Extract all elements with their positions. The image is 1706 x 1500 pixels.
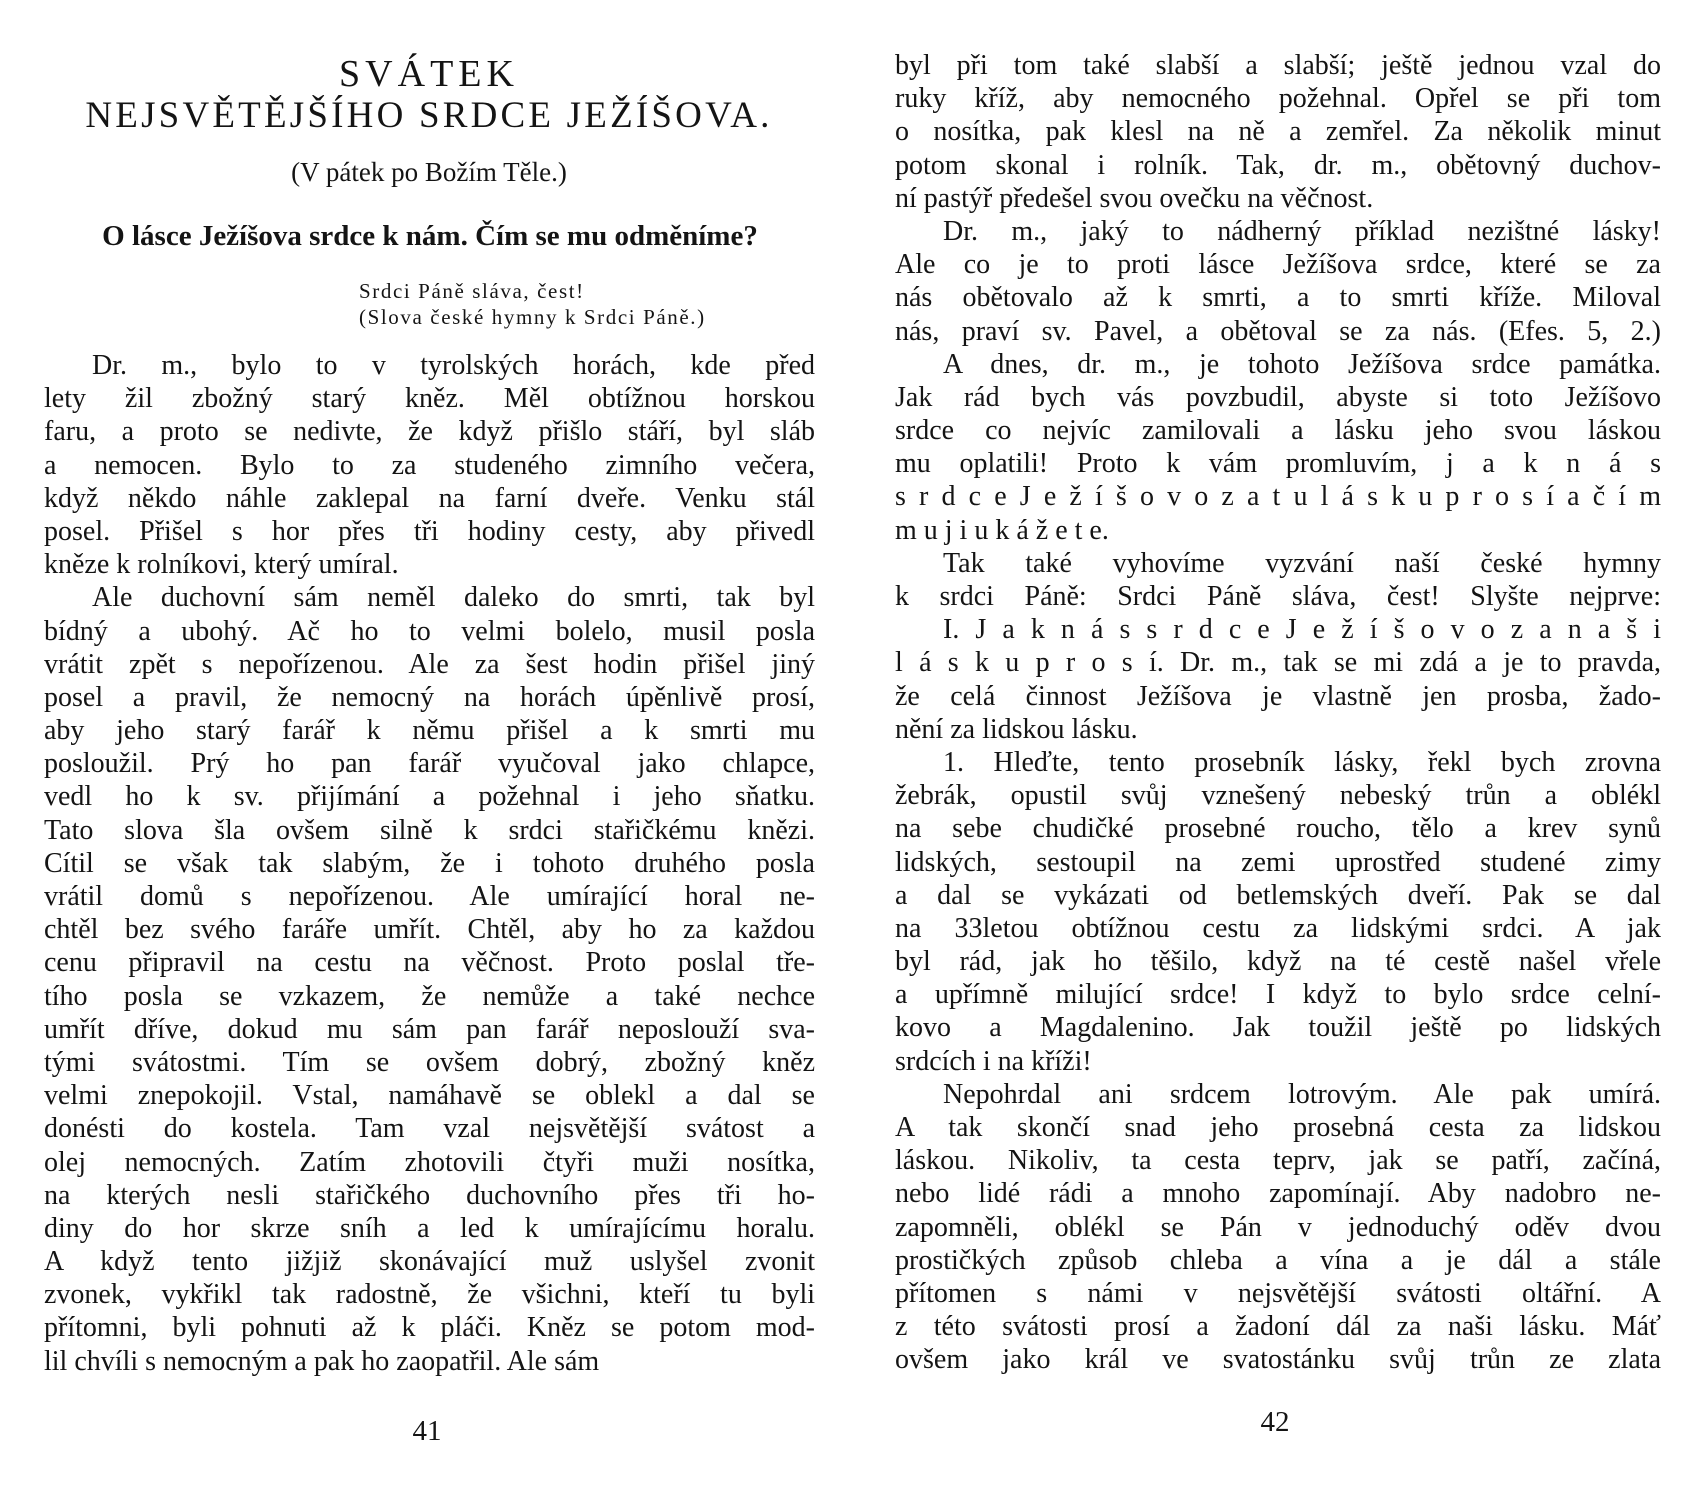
text-line: lety žil zbožný starý kněz. Měl obtížnou horskou	[44, 383, 815, 415]
text-line: kovo a Magdalenino. Jak toužil ještě po lidských	[895, 1012, 1661, 1044]
chapter-title-line1: SVÁTEK	[339, 53, 519, 95]
page-number-right: 42	[1260, 1406, 1290, 1438]
text-line: k srdci Páně: Srdci Páně sláva, čest! Slyšte nejprve:	[895, 581, 1661, 612]
text-line: a dal se vykázati od betlemských dveří. Pak se dal	[895, 879, 1661, 911]
text-line: nění za lidskou lásku.	[895, 713, 1138, 745]
text-line: bídný a ubohý. Ač ho to velmi bolelo, musil posla	[44, 615, 815, 647]
text-line: velmi znepokojil. Vstal, namáhavě se oblekl a dal se	[44, 1080, 815, 1112]
text-line: na 33letou obtížnou cestu za lidskými srdci. A jak	[895, 912, 1661, 944]
text-line: A dnes, dr. m., je tohoto Ježíšova srdce památka.	[943, 348, 1661, 380]
text-line: zapomněli, oblékl se Pán v jednoduchý oděv dvou	[895, 1211, 1661, 1243]
right-body-text	[895, 49, 1661, 1377]
text-line: když někdo náhle zaklepal na farní dveře. Venku stál	[44, 482, 815, 514]
text-line: a nemocen. Bylo to za studeného zimního večera,	[44, 449, 815, 481]
text-line: láskou. Nikoliv, ta cesta teprv, jak se patří, začíná,	[895, 1145, 1661, 1177]
text-line: ruky kříž, aby nemocného požehnal. Opřel se při tom	[895, 83, 1661, 115]
text-line: s r d c e J e ž í š o v o z a t u l á s k u p r o s í a č í m	[895, 481, 1661, 513]
text-line: I. J a k n á s s r d c e J e ž í š o v o z a n a š i	[943, 614, 1661, 646]
text-line: tího posla se vzkazem, že nemůže a také nechce	[44, 980, 815, 1012]
text-line: srdcích i na kříži!	[895, 1045, 1092, 1077]
text-line: ní pastýř předešel svou ovečku na věčnost.	[895, 182, 1374, 214]
text-line: ovšem jako král ve svatostánku svůj trůn ze zlata	[895, 1344, 1661, 1376]
text-line: olej nemocných. Zatím zhotovili čtyři muži nosítka,	[44, 1146, 815, 1178]
text-line: vrátit zpět s nepořízenou. Ale za šest hodin přišel jiný	[44, 648, 815, 680]
text-line: nás obětovalo až k smrti, a to smrti kříže. Miloval	[895, 282, 1661, 314]
text-line: byl při tom také slabší a slabší; ještě jednou vzal do	[895, 50, 1661, 81]
text-line: kněze k rolníkovi, který umíral.	[44, 549, 399, 581]
text-line: Ale duchovní sám neměl daleko do smrti, tak byl	[92, 582, 815, 614]
text-line: o nosítka, pak klesl na ně a zemřel. Za několik minut	[895, 116, 1661, 148]
text-line: přítomen s námi v nejsvětější svátosti oltářní. A	[895, 1277, 1661, 1309]
text-line: posel. Přišel s hor přes tři hodiny cesty, aby přivedl	[44, 515, 815, 547]
text-line: přítomni, byli pohnuti až k pláči. Kněz se potom mod-	[44, 1312, 815, 1344]
text-line: Tato slova šla ovšem silně k srdci stařičkému knězi.	[44, 814, 815, 846]
text-line: srdce co nejvíc zamilovali a lásku jeho svou láskou	[895, 415, 1661, 447]
epigraph-line1: Srdci Páně sláva, čest!	[359, 279, 585, 303]
text-line: donésti do kostela. Tam vzal nejsvětější svátost a	[44, 1113, 815, 1145]
text-line: Dr. m., jaký to nádherný příklad nezištné lásky!	[943, 215, 1661, 247]
text-line: chtěl bez svého faráře umřít. Chtěl, aby ho za každou	[44, 914, 815, 946]
text-line: nebo lidé rádi a mnoho zapomínají. Aby nadobro ne-	[895, 1178, 1661, 1210]
text-line: nás, praví sv. Pavel, a obětoval se za nás. (Efes. 5, 2.)	[895, 315, 1661, 347]
text-line: prostičkých způsob chleba a vína a je dál a stále	[895, 1244, 1661, 1276]
text-line: na sebe chudičké prosebné roucho, tělo a krev synů	[895, 813, 1661, 845]
text-line: z této svátosti prosí a žadoní dál za naši lásku. Máť	[895, 1311, 1661, 1343]
text-line: na kterých nesli stařičkého duchovního přes tři ho-	[44, 1179, 815, 1211]
text-line: potom skonal i rolník. Tak, dr. m., obětovný duchov-	[895, 149, 1661, 181]
text-line: vrátil domů s nepořízenou. Ale umírající horal ne-	[44, 881, 815, 912]
text-line: cenu připravil na cestu na věčnost. Proto poslal tře-	[44, 947, 815, 979]
text-line: diny do hor skrze sníh a led k umírajícímu horalu.	[44, 1212, 815, 1244]
text-line: m u j i u k á ž e t e.	[895, 514, 1109, 546]
page-number-left: 41	[412, 1415, 442, 1447]
text-line: Jak rád bych vás povzbudil, abyste si toto Ježíšovo	[895, 381, 1661, 413]
text-line: byl rád, jak ho těšilo, když na té cestě našel vřele	[895, 946, 1661, 978]
text-line: Cítil se však tak slabým, že i tohoto druhého posla	[44, 847, 815, 879]
text-line: 1. Hleďte, tento prosebník lásky, řekl bych zrovna	[943, 746, 1661, 778]
text-line: lil chvíli s nemocným a pak ho zaopatřil. Ale sám	[44, 1345, 600, 1377]
text-line: faru, a proto se nedivte, že když přišlo stáří, byl sláb	[44, 416, 815, 448]
text-line: l á s k u p r o s í. Dr. m., tak se mi zdá a je to pravda,	[895, 647, 1661, 679]
text-line: aby jeho starý farář k němu přišel a k smrti mu	[44, 715, 815, 747]
text-line: a upřímně milující srdce! I když to bylo srdce celní-	[895, 979, 1661, 1011]
text-line: mu oplatili! Proto k vám promluvím, j a k n á s	[895, 448, 1661, 480]
sermon-heading: O lásce Ježíšova srdce k nám. Čím se mu odměníme?	[102, 220, 758, 252]
text-line: tými svátostmi. Tím se ovšem dobrý, zbožný kněz	[44, 1046, 815, 1078]
text-line: A když tento jižjiž skonávající muž uslyšel zvonit	[44, 1246, 815, 1278]
text-line: A tak skončí snad jeho prosebná cesta za lidskou	[895, 1112, 1661, 1143]
text-line: žebrák, opustil svůj vznešený nebeský trůn a oblékl	[895, 780, 1661, 812]
text-line: umřít dříve, dokud mu sám pan farář neposlouží sva-	[44, 1013, 815, 1045]
text-line: Dr. m., bylo to v tyrolských horách, kde před	[92, 350, 815, 381]
left-body-text	[44, 349, 815, 1378]
text-line: posloužil. Prý ho pan farář vyučoval jako chlapce,	[44, 748, 815, 780]
epigraph-line2: (Slova české hymny k Srdci Páně.)	[359, 305, 706, 329]
text-line: Nepohrdal ani srdcem lotrovým. Ale pak umírá.	[943, 1078, 1661, 1110]
text-line: posel a pravil, že nemocný na horách úpěnlivě prosí,	[44, 681, 815, 713]
text-line: vedl ho k sv. přijímání a požehnal i jeho sňatku.	[44, 781, 815, 813]
text-line: že celá činnost Ježíšova je vlastně jen prosba, žado-	[895, 680, 1661, 712]
text-line: zvonek, vykřikl tak radostně, že všichni, kteří tu byli	[44, 1279, 815, 1311]
text-line: Ale co je to proti lásce Ježíšova srdce, které se za	[895, 249, 1661, 281]
text-line: lidských, sestoupil na zemi uprostřed studené zimy	[895, 846, 1661, 878]
chapter-title-line2: NEJSVĚTĚJŠÍHO SRDCE JEŽÍŠOVA.	[85, 95, 773, 136]
text-line: Tak také vyhovíme vyzvání naší české hymny	[943, 547, 1661, 579]
chapter-subtitle: (V pátek po Božím Těle.)	[291, 157, 567, 187]
